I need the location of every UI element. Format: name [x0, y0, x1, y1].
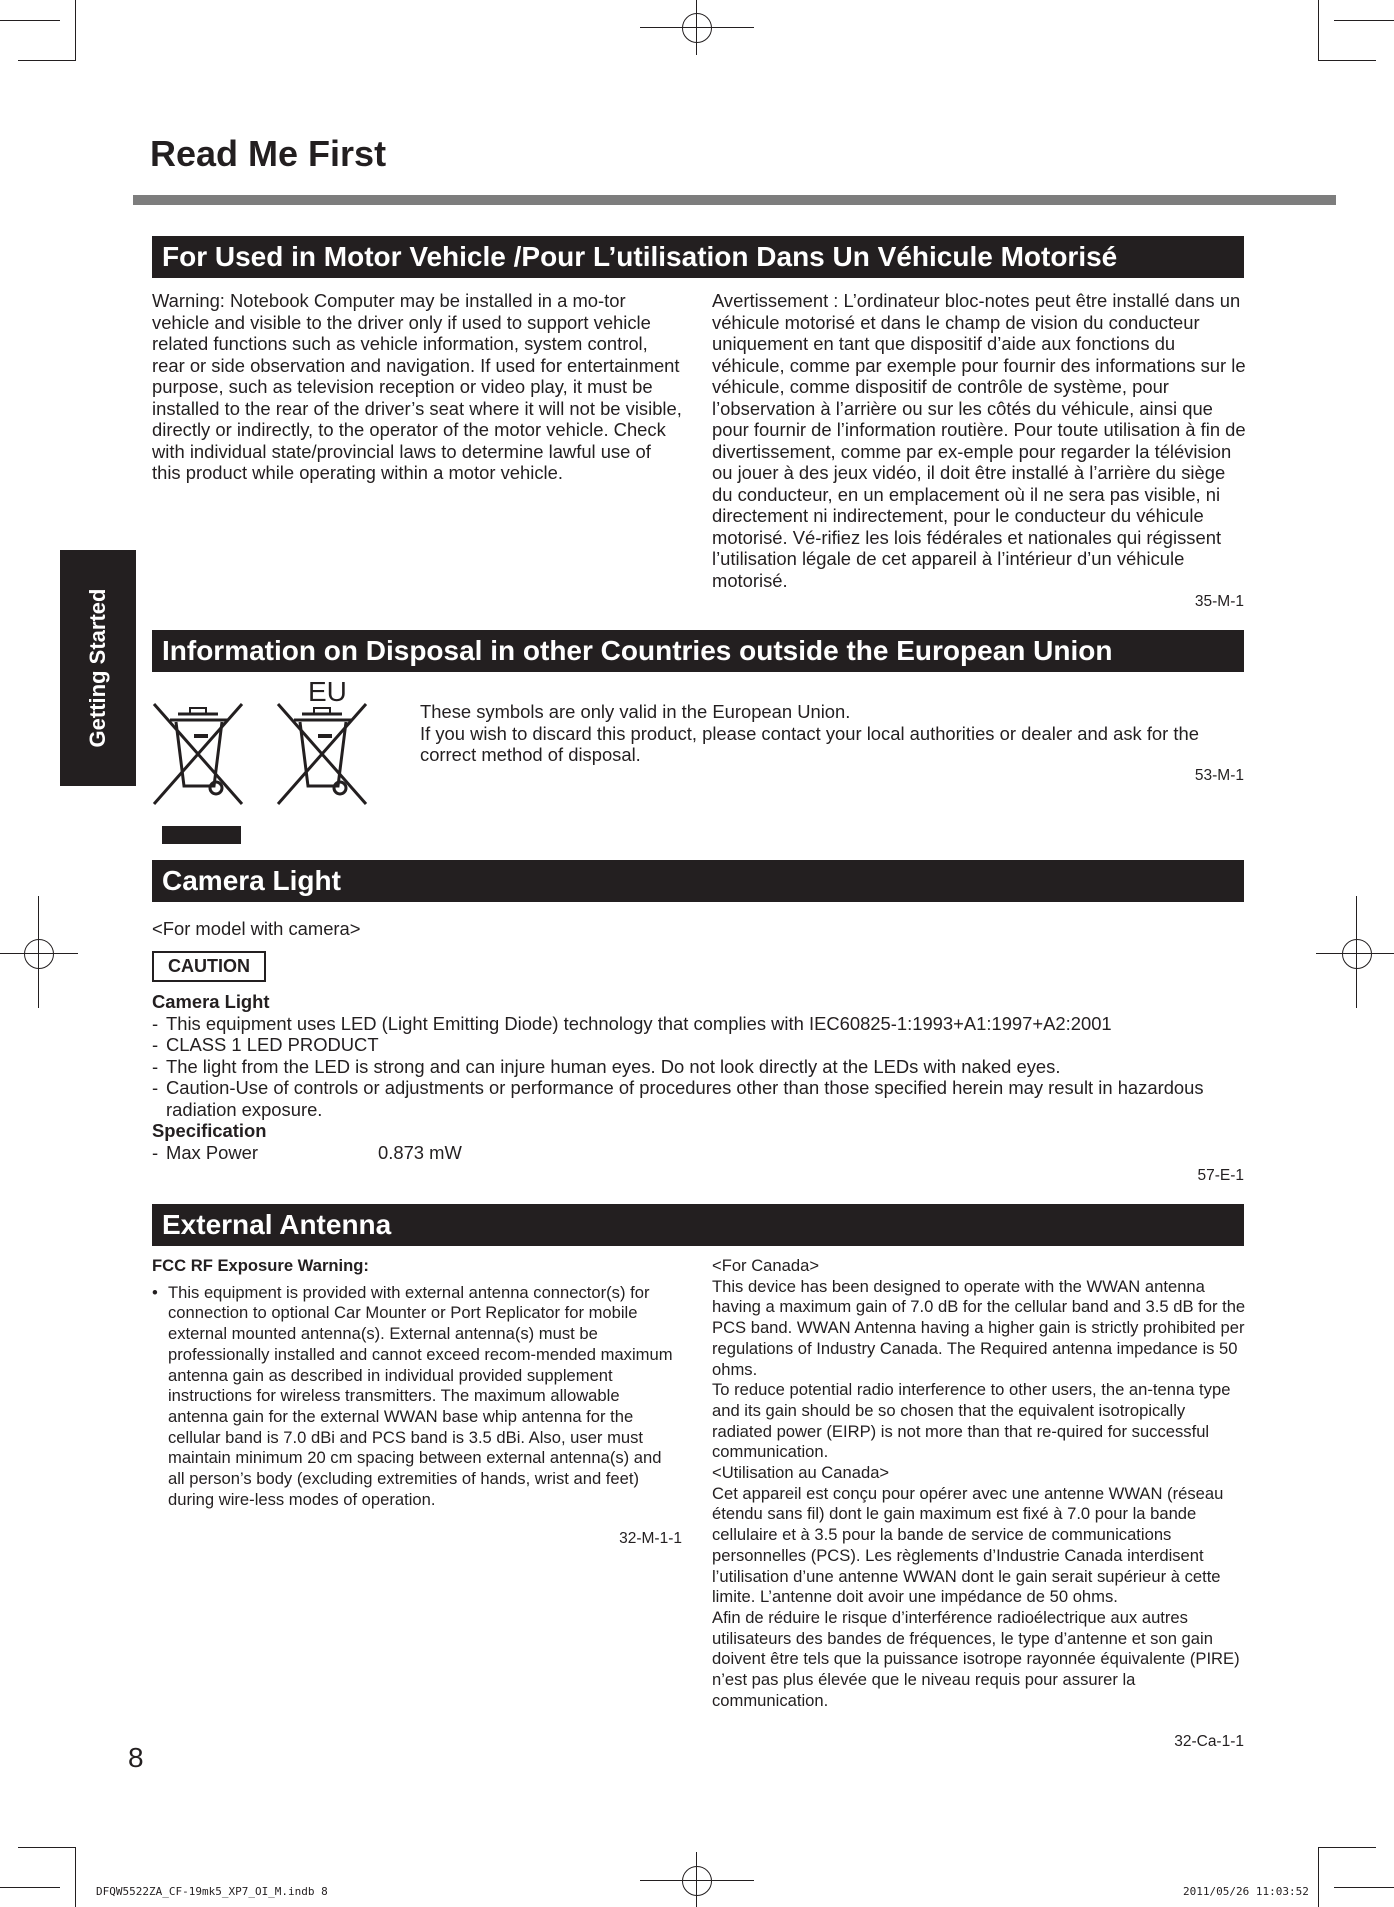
fcc-list	[152, 1283, 682, 1511]
disposal-black-bar	[162, 826, 241, 844]
fcc-ref: 32-M-1-1	[619, 1530, 682, 1547]
side-tab	[60, 550, 136, 786]
title-rule	[133, 195, 1336, 205]
page-title: Read Me First	[150, 133, 387, 174]
page-number: 8	[128, 1742, 144, 1773]
motor-vehicle-french: Avertissement : L’ordinateur bloc-notes peut être installé dans un véhicule motorisé et dans le champ de vision du conducteur uniquement en tant que dispositif d’aide aux fonctions du véhicule, comme par exemple pour fournir des informations sur le véhicule, comme dispositif de contrôle de système, pour l’observation à l’arrière ou sur les côtés du véhicule, ainsi que pour fournir de l’information routière. Pour toute utilisation à fin de divertissement, comme par ex-emple pour regarder la télévision ou jouer à des jeux vidéo, il doit être installé à l’arrière du siège du conducteur, en un emplacement où il ne sera pas visible, ni directement ni indirectement, pour le conducteur du véhicule motorisé. Vé-rifiez les lois fédérales et nationales qui régissent l’utilisation légale de cet appareil à l’intérieur d’un véhicule motorisé.	[712, 290, 1246, 591]
canada-fr-paragraph: Cet appareil est conçu pour opérer avec une antenne WWAN (réseau étendu sans fil) dont le gain maximum est fixé à 7.0 pour la bande cellulaire et à 3.5 pour la bande de service de communications personnelles (PCS). Les règlements d’Industrie Canada interdisent l’utilisation d’une antenne WWAN dont le gain serait supérieur à cette limite. L’antenne doit avoir une impédance de 50 ohms.	[712, 1483, 1224, 1607]
disposal-line-2: If you wish to discard this product, please contact your local authorities or dealer and ask for the correct method of disposal.	[420, 722, 1199, 765]
side-tab-label: Getting Started	[85, 588, 110, 748]
camera-model-note: <For model with camera>	[152, 918, 361, 939]
camera-item: - CLASS 1 LED PRODUCT	[152, 1034, 1252, 1056]
spec-item	[152, 1142, 1252, 1164]
canada-fr-paragraph: Afin de réduire le risque d’interférence radioélectrique aux autres utilisateurs des bandes de fréquences, le type d’antenne et son gain doivent être tels que la puissance isotrope rayonnée équivalente (PIRE) n’est pas plus élevée que le niveau requis pour assurer la communication.	[712, 1607, 1240, 1710]
wheelie-bin-eu-icon	[272, 700, 372, 808]
fcc-item: • This equipment is provided with external antenna connector(s) for connection to optional Car Mounter or Port Replicator for mobile external mounted antenna(s). External antenna(s) must be professionally installed and cannot exceed recom-mended maximum antenna gain as described in individual provided supplement instructions for wireless transmitters. The maximum allowable antenna gain for the external WWAN base whip antenna for the cellular band is 7.0 dBi and PCS band is 3.5 dBi. Also, user must maintain minimum 20 cm spacing between external antenna(s) and all person’s body (excluding extremities of hands, wrist and feet) during wire-less modes of operation.	[152, 1283, 682, 1511]
fcc-block	[152, 1256, 682, 1510]
fcc-subhead: FCC RF Exposure Warning:	[152, 1256, 369, 1275]
camera-heading: Camera Light	[152, 860, 1244, 902]
disposal-heading: Information on Disposal in other Countries outside the European Union	[152, 630, 1244, 672]
spec-list	[152, 1142, 1252, 1164]
canada-subhead: <For Canada>	[712, 1256, 820, 1275]
canada-fr-subhead: <Utilisation au Canada>	[712, 1463, 890, 1483]
disposal-line-1: These symbols are only valid in the European Union.	[420, 701, 851, 722]
spec-subhead: Specification	[152, 1120, 267, 1141]
disposal-text	[420, 701, 1246, 766]
spec-label: Max Power	[166, 1141, 258, 1163]
camera-item: - The light from the LED is strong and can injure human eyes. Do not look directly at the LEDs with naked eyes.	[152, 1056, 1252, 1078]
camera-item: - This equipment uses LED (Light Emitting Diode) technology that complies with IEC60825-1:1993+A1:1997+A2:2001	[152, 1013, 1252, 1035]
canada-paragraph: This device has been designed to operate with the WWAN antenna having a maximum gain of 7.0 dB for the cellular band and 3.5 dB for the PCS band. WWAN Antenna having a higher gain is strictly prohibited per regulations of Industry Canada. The Required antenna impedance is 50 ohms.	[712, 1276, 1246, 1379]
camera-subhead: Camera Light	[152, 991, 270, 1012]
canada-ref: 32-Ca-1-1	[1174, 1733, 1244, 1750]
camera-ref: 57-E-1	[1197, 1167, 1244, 1184]
canada-paragraph: To reduce potential radio interference to other users, the an-tenna type and its gain should be so chosen that the equivalent isotropically radiated power (EIRP) is not more than that re-quired for successful communication.	[712, 1380, 1231, 1462]
camera-body	[152, 991, 1252, 1163]
footer-date: 2011/05/26 11:03:52	[1183, 1885, 1309, 1898]
camera-item: - Caution-Use of controls or adjustments or performance of procedures other than those specified herein may result in hazardous radiation exposure.	[152, 1077, 1252, 1120]
camera-list	[152, 1013, 1252, 1121]
canada-block	[712, 1256, 1246, 1711]
spec-value: 0.873 mW	[378, 1141, 462, 1163]
eu-label: EU	[308, 676, 347, 707]
antenna-heading: External Antenna	[152, 1204, 1244, 1246]
disposal-ref: 53-M-1	[1194, 767, 1244, 784]
caution-label: CAUTION	[152, 951, 266, 982]
motor-vehicle-heading: For Used in Motor Vehicle /Pour L’utilisation Dans Un Véhicule Motorisé	[152, 236, 1244, 278]
motor-vehicle-english: Warning: Notebook Computer may be installed in a mo-tor vehicle and visible to the driver only if used to support vehicle related functions such as vehicle information, system control, rear or side observation and navigation. If used for entertainment purpose, such as television reception or video play, it must be installed to the rear of the driver’s seat where it will not be visible, directly or indirectly, to the operator of the motor vehicle. Check with individual state/provincial laws to determine lawful use of this product while operating within a motor vehicle.	[152, 290, 682, 483]
footer-file: DFQW5522ZA_CF-19mk5_XP7_OI_M.indb 8	[96, 1885, 328, 1898]
wheelie-bin-icon	[148, 700, 248, 808]
motor-vehicle-ref: 35-M-1	[1194, 593, 1244, 610]
